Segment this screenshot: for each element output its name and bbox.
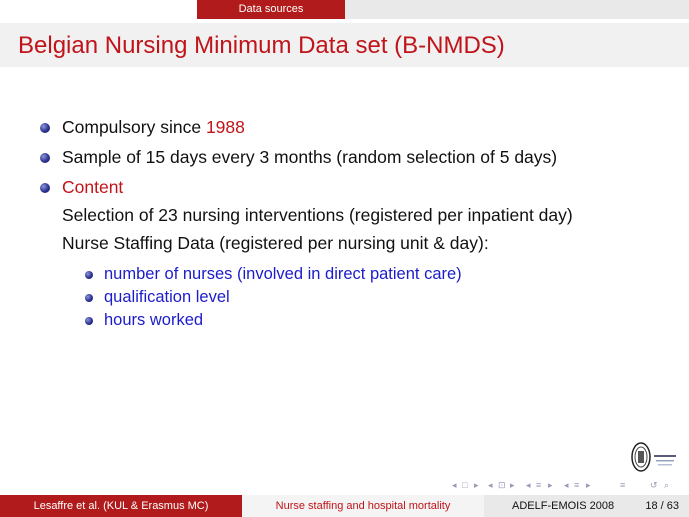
sub-bullet-icon	[85, 294, 93, 302]
footer-right	[484, 495, 689, 517]
title-bar	[0, 23, 689, 67]
nav-search-icon[interactable]: ⌕	[664, 480, 670, 490]
footer-talk-title: Nurse staffing and hospital mortality	[242, 495, 484, 517]
bullet-icon	[40, 183, 50, 193]
footer	[0, 495, 689, 517]
nav-arrow-icon[interactable]: ▸	[510, 480, 515, 490]
university-seal-icon	[630, 440, 652, 474]
sub-bullet-icon	[85, 271, 93, 279]
subitem-nurses: number of nurses (involved in direct patient care)	[104, 265, 462, 283]
slide-title: Belgian Nursing Minimum Data set (B-NMDS)	[18, 32, 505, 59]
footer-authors: Lesaffre et al. (KUL & Erasmus MC)	[0, 495, 242, 517]
nav-presentation-icon[interactable]: ≡	[620, 480, 626, 490]
section-bar-left	[0, 0, 197, 19]
nav-frame-icon[interactable]: □	[462, 480, 468, 490]
item-compulsory	[62, 117, 245, 138]
footer-conference: ADELF-EMOIS 2008	[512, 500, 615, 512]
nav-arrow-icon[interactable]: ▸	[474, 480, 479, 490]
section-bar	[0, 0, 689, 19]
university-wordmark-icon	[654, 452, 682, 468]
sub-bullet-icon	[85, 317, 93, 325]
nav-back-icon[interactable]: ↺	[650, 480, 658, 490]
nav-arrow-icon[interactable]: ◂	[452, 480, 457, 490]
footer-page-number: 18 / 63	[645, 500, 679, 512]
item-compulsory-text: Compulsory since	[62, 117, 206, 137]
section-bar-right	[345, 0, 689, 19]
bullet-icon	[40, 123, 50, 133]
nav-arrow-icon[interactable]: ▸	[548, 480, 553, 490]
item-content-line: Selection of 23 nursing interventions (registered per inpatient day)	[62, 205, 573, 225]
subitem-qualification: qualification level	[104, 288, 230, 306]
section-label[interactable]: Data sources	[197, 0, 345, 19]
nav-arrow-icon[interactable]: ◂	[488, 480, 493, 490]
bullet-icon	[40, 153, 50, 163]
item-compulsory-year: 1988	[205, 117, 245, 137]
item-content-heading: Content	[62, 177, 124, 197]
nav-arrow-icon[interactable]: ▸	[586, 480, 591, 490]
beamer-navigation	[452, 480, 682, 492]
nav-section-icon[interactable]: ≡	[574, 480, 580, 490]
nav-arrow-icon[interactable]: ◂	[564, 480, 569, 490]
nav-subsection-icon[interactable]: ⊡	[498, 480, 506, 490]
nav-arrow-icon[interactable]: ◂	[526, 480, 531, 490]
item-sample: Sample of 15 days every 3 months (random selection of 5 days)	[62, 147, 558, 167]
nav-section-icon[interactable]: ≡	[536, 480, 542, 490]
item-content-line: Nurse Staffing Data (registered per nursing unit & day):	[62, 233, 489, 253]
subitem-hours: hours worked	[104, 311, 204, 329]
